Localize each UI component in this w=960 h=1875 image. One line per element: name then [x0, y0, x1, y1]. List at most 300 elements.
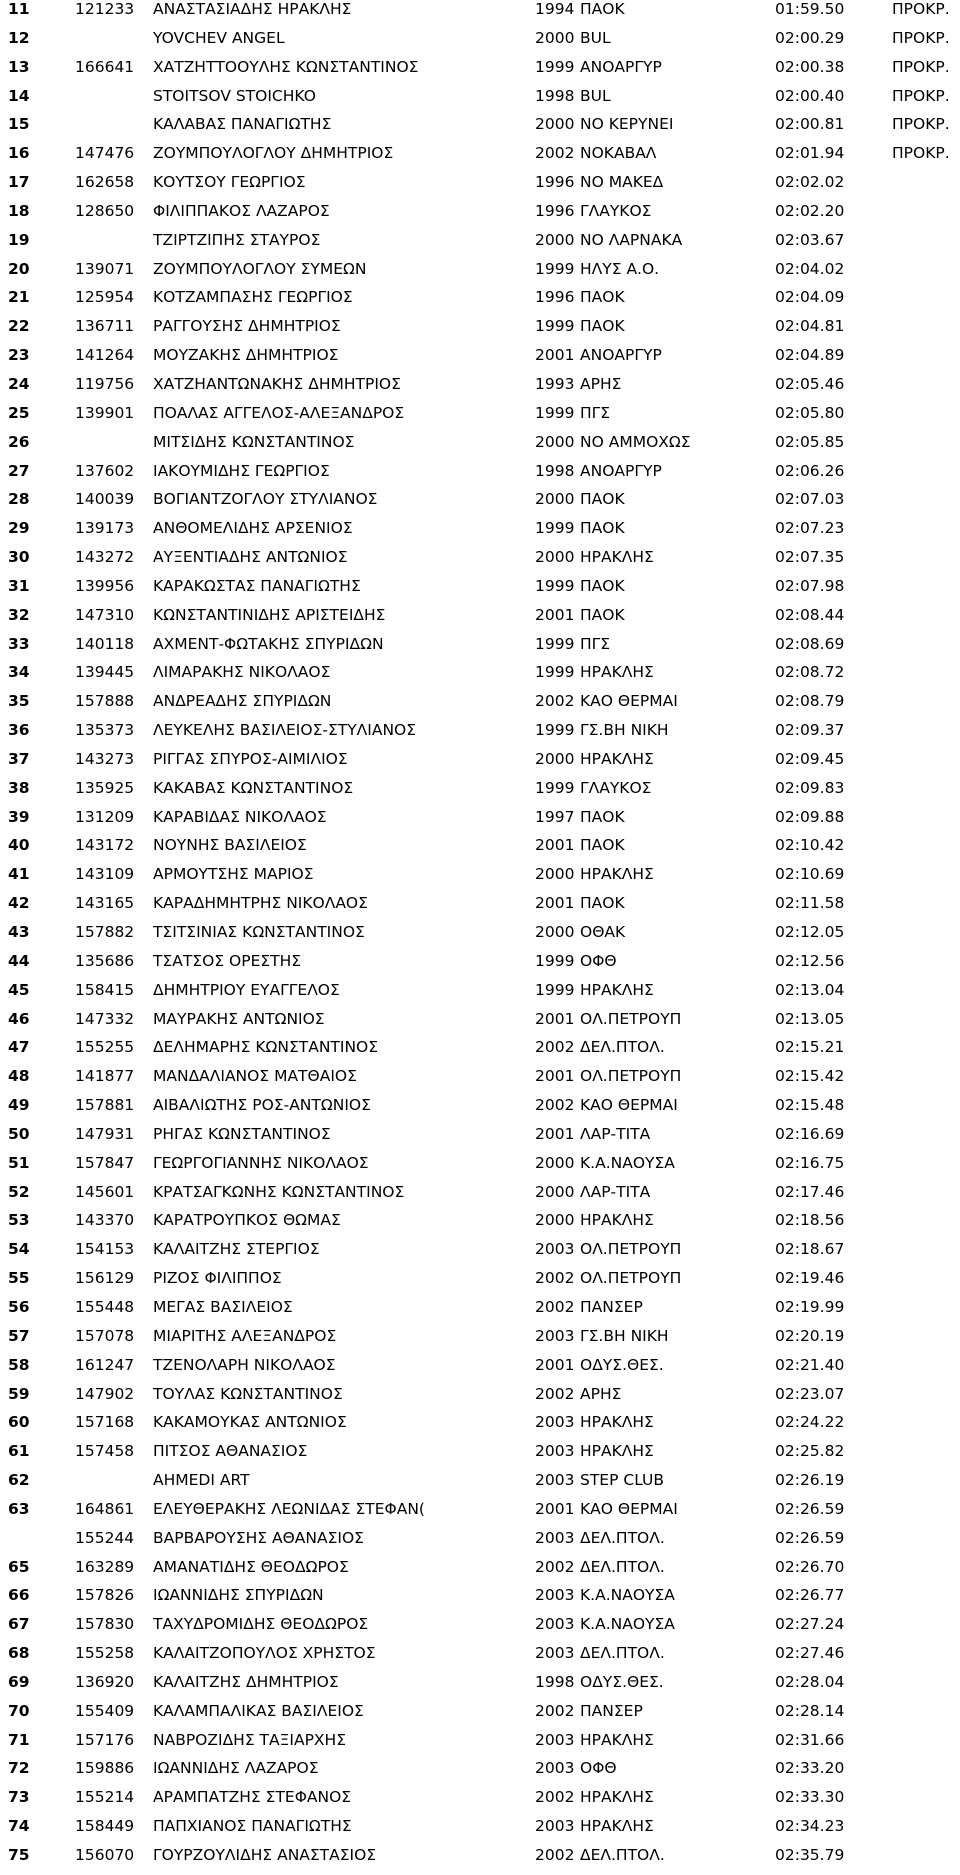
athlete-code-cell: 157176: [75, 1730, 135, 1749]
table-row: [0, 375, 960, 404]
athlete-name-cell: ΜΙΑΡΙΤΗΣ ΑΛΕΞΑΝΔΡΟΣ: [153, 1326, 337, 1345]
table-row: [0, 433, 960, 462]
table-row: [0, 173, 960, 202]
rank-cell: 39: [8, 807, 30, 826]
rank-cell: 17: [8, 173, 30, 192]
club-cell: ΠΑΟΚ: [580, 894, 625, 913]
birth-year-cell: 2001: [535, 605, 575, 624]
athlete-name-cell: ΦΙΛΙΠΠΑΚΟΣ ΛΑΖΑΡΟΣ: [153, 201, 330, 220]
time-cell: 02:26.70: [775, 1557, 845, 1576]
rank-cell: 16: [8, 144, 30, 163]
table-row: [0, 1615, 960, 1644]
club-cell: ΠΑΟΚ: [580, 288, 625, 307]
birth-year-cell: 2003: [535, 1615, 575, 1634]
athlete-name-cell: ΚΑΡΑΚΩΣΤΑΣ ΠΑΝΑΓΙΩΤΗΣ: [153, 576, 361, 595]
club-cell: ΗΡΑΚΛΗΣ: [580, 1442, 654, 1461]
rank-cell: 12: [8, 28, 30, 47]
table-row: [0, 1269, 960, 1298]
rank-cell: 27: [8, 461, 30, 480]
birth-year-cell: 1999: [535, 403, 575, 422]
time-cell: 02:26.77: [775, 1586, 845, 1605]
athlete-name-cell: ΑΧΜΕΝΤ-ΦΩΤΑΚΗΣ ΣΠΥΡΙΔΩΝ: [153, 634, 384, 653]
athlete-name-cell: STOITSOV STOICHKO: [153, 86, 316, 105]
club-cell: ΓΣ.ΒΗ ΝΙΚΗ: [580, 721, 669, 740]
birth-year-cell: 2001: [535, 346, 575, 365]
club-cell: ΔΕΛ.ΠΤΟΛ.: [580, 1528, 665, 1547]
athlete-code-cell: 162658: [75, 173, 135, 192]
athlete-name-cell: ΝΟΥΝΗΣ ΒΑΣΙΛΕΙΟΣ: [153, 836, 307, 855]
athlete-code-cell: 143165: [75, 894, 135, 913]
birth-year-cell: 2003: [535, 1442, 575, 1461]
athlete-code-cell: 119756: [75, 374, 135, 393]
athlete-name-cell: ΒΟΓΙΑΝΤΖΟΓΛΟΥ ΣΤΥΛΙΑΝΟΣ: [153, 490, 378, 509]
athlete-name-cell: ΚΟΥΤΣΟΥ ΓΕΩΡΓΙΟΣ: [153, 173, 306, 192]
athlete-code-cell: 121233: [75, 0, 135, 18]
rank-cell: 11: [8, 0, 30, 18]
club-cell: Κ.Α.ΝΑΟΥΣΑ: [580, 1586, 675, 1605]
time-cell: 02:08.69: [775, 634, 845, 653]
athlete-name-cell: ΤΣΑΤΣΟΣ ΟΡΕΣΤΗΣ: [153, 951, 302, 970]
birth-year-cell: 2001: [535, 894, 575, 913]
time-cell: 02:07.98: [775, 576, 845, 595]
rank-cell: 33: [8, 634, 30, 653]
athlete-code-cell: 155409: [75, 1701, 135, 1720]
time-cell: 02:04.02: [775, 259, 845, 278]
rank-cell: 14: [8, 86, 30, 105]
table-row: [0, 635, 960, 664]
rank-cell: 26: [8, 432, 30, 451]
birth-year-cell: 2001: [535, 1499, 575, 1518]
time-cell: 02:00.40: [775, 86, 845, 105]
time-cell: 02:33.30: [775, 1788, 845, 1807]
time-cell: 02:35.79: [775, 1846, 845, 1864]
table-row: [0, 346, 960, 375]
rank-cell: 42: [8, 894, 30, 913]
rank-cell: 20: [8, 259, 30, 278]
athlete-code-cell: 147476: [75, 144, 135, 163]
time-cell: 02:18.67: [775, 1240, 845, 1259]
time-cell: 02:20.19: [775, 1326, 845, 1345]
table-row: [0, 317, 960, 346]
table-row: [0, 1471, 960, 1500]
athlete-code-cell: 157847: [75, 1153, 135, 1172]
table-row: [0, 577, 960, 606]
athlete-code-cell: 158449: [75, 1817, 135, 1836]
time-cell: 02:15.21: [775, 1038, 845, 1057]
rank-cell: 40: [8, 836, 30, 855]
table-row: [0, 750, 960, 779]
athlete-name-cell: ΚΑΛΑΜΠΑΛΙΚΑΣ ΒΑΣΙΛΕΙΟΣ: [153, 1701, 364, 1720]
birth-year-cell: 1993: [535, 374, 575, 393]
time-cell: 02:26.59: [775, 1528, 845, 1547]
time-cell: 02:10.69: [775, 865, 845, 884]
athlete-name-cell: ΚΟΤΖΑΜΠΑΣΗΣ ΓΕΩΡΓΙΟΣ: [153, 288, 353, 307]
athlete-code-cell: 163289: [75, 1557, 135, 1576]
athlete-name-cell: ΡΙΓΓΑΣ ΣΠΥΡΟΣ-ΑΙΜΙΛΙΟΣ: [153, 749, 348, 768]
athlete-name-cell: ΚΩΝΣΤΑΝΤΙΝΙΔΗΣ ΑΡΙΣΤΕΙΔΗΣ: [153, 605, 386, 624]
athlete-name-cell: ΑΡΑΜΠΑΤΖΗΣ ΣΤΕΦΑΝΟΣ: [153, 1788, 352, 1807]
athlete-code-cell: 141877: [75, 1067, 135, 1086]
table-row: [0, 606, 960, 635]
rank-cell: 32: [8, 605, 30, 624]
athlete-name-cell: ΜΑΝΔΑΛΙΑΝΟΣ ΜΑΤΘΑΙΟΣ: [153, 1067, 357, 1086]
club-cell: ΓΛΑΥΚΟΣ: [580, 201, 652, 220]
athlete-name-cell: ΙΑΚΟΥΜΙΔΗΣ ΓΕΩΡΓΙΟΣ: [153, 461, 330, 480]
rank-cell: 70: [8, 1701, 30, 1720]
club-cell: Κ.Α.ΝΑΟΥΣΑ: [580, 1615, 675, 1634]
time-cell: 02:34.23: [775, 1817, 845, 1836]
club-cell: ΠΑΟΚ: [580, 807, 625, 826]
table-row: [0, 1413, 960, 1442]
time-cell: 02:04.89: [775, 346, 845, 365]
athlete-code-cell: 154153: [75, 1240, 135, 1259]
rank-cell: 25: [8, 403, 30, 422]
birth-year-cell: 2001: [535, 836, 575, 855]
athlete-name-cell: ΓΕΩΡΓΟΓΙΑΝΝΗΣ ΝΙΚΟΛΑΟΣ: [153, 1153, 369, 1172]
birth-year-cell: 1997: [535, 807, 575, 826]
table-row: [0, 1788, 960, 1817]
athlete-code-cell: 157830: [75, 1615, 135, 1634]
qualification-cell: ΠΡΟΚΡ.: [892, 57, 950, 76]
athlete-name-cell: ΚΑΛΑΙΤΖΗΣ ΣΤΕΡΓΙΟΣ: [153, 1240, 320, 1259]
athlete-name-cell: ΚΑΛΑΙΤΖΗΣ ΔΗΜΗΤΡΙΟΣ: [153, 1672, 339, 1691]
rank-cell: 37: [8, 749, 30, 768]
athlete-name-cell: ΖΟΥΜΠΟΥΛΟΓΛΟΥ ΔΗΜΗΤΡΙΟΣ: [153, 144, 394, 163]
club-cell: ΟΛ.ΠΕΤΡΟΥΠ: [580, 1269, 682, 1288]
club-cell: ΟΔΥΣ.ΘΕΣ.: [580, 1672, 664, 1691]
time-cell: 02:05.80: [775, 403, 845, 422]
table-row: [0, 1586, 960, 1615]
athlete-code-cell: 158415: [75, 980, 135, 999]
qualification-cell: ΠΡΟΚΡ.: [892, 28, 950, 47]
athlete-code-cell: 125954: [75, 288, 135, 307]
athlete-code-cell: 155244: [75, 1528, 135, 1547]
club-cell: ΠΑΟΚ: [580, 0, 625, 18]
qualification-cell: ΠΡΟΚΡ.: [892, 144, 950, 163]
birth-year-cell: 2003: [535, 1644, 575, 1663]
athlete-code-cell: 166641: [75, 57, 135, 76]
time-cell: 02:02.20: [775, 201, 845, 220]
rank-cell: 36: [8, 721, 30, 740]
time-cell: 02:31.66: [775, 1730, 845, 1749]
time-cell: 02:09.88: [775, 807, 845, 826]
club-cell: ΗΡΑΚΛΗΣ: [580, 1211, 654, 1230]
athlete-name-cell: ΜΙΤΣΙΔΗΣ ΚΩΝΣΤΑΝΤΙΝΟΣ: [153, 432, 355, 451]
club-cell: ΠΑΟΚ: [580, 317, 625, 336]
birth-year-cell: 2000: [535, 1182, 575, 1201]
athlete-code-cell: 161247: [75, 1355, 135, 1374]
time-cell: 02:04.09: [775, 288, 845, 307]
table-row: [0, 1067, 960, 1096]
athlete-code-cell: 143109: [75, 865, 135, 884]
athlete-name-cell: ΙΩΑΝΝΙΔΗΣ ΣΠΥΡΙΔΩΝ: [153, 1586, 324, 1605]
rank-cell: 53: [8, 1211, 30, 1230]
athlete-name-cell: ΤΖΙΡΤΖΙΠΗΣ ΣΤΑΥΡΟΣ: [153, 230, 321, 249]
table-row: [0, 115, 960, 144]
athlete-name-cell: ΠΟΑΛΑΣ ΑΓΓΕΛΟΣ-ΑΛΕΞΑΝΔΡΟΣ: [153, 403, 405, 422]
athlete-name-cell: ΔΗΜΗΤΡΙΟΥ ΕΥΑΓΓΕΛΟΣ: [153, 980, 340, 999]
table-row: [0, 981, 960, 1010]
rank-cell: 29: [8, 519, 30, 538]
athlete-code-cell: 131209: [75, 807, 135, 826]
birth-year-cell: 2002: [535, 1038, 575, 1057]
rank-cell: 46: [8, 1009, 30, 1028]
club-cell: ΠΓΣ: [580, 403, 611, 422]
table-row: [0, 1673, 960, 1702]
athlete-name-cell: ΡΑΓΓΟΥΣΗΣ ΔΗΜΗΤΡΙΟΣ: [153, 317, 341, 336]
time-cell: 02:26.59: [775, 1499, 845, 1518]
table-row: [0, 1846, 960, 1875]
time-cell: 02:04.81: [775, 317, 845, 336]
rank-cell: 61: [8, 1442, 30, 1461]
athlete-code-cell: 143273: [75, 749, 135, 768]
table-row: [0, 260, 960, 289]
athlete-name-cell: ΑΝΔΡΕΑΔΗΣ ΣΠΥΡΙΔΩΝ: [153, 692, 332, 711]
birth-year-cell: 2001: [535, 1355, 575, 1374]
birth-year-cell: 1998: [535, 461, 575, 480]
athlete-name-cell: ΚΡΑΤΣΑΓΚΩΝΗΣ ΚΩΝΣΤΑΝΤΙΝΟΣ: [153, 1182, 405, 1201]
athlete-code-cell: 139956: [75, 576, 135, 595]
athlete-code-cell: 157078: [75, 1326, 135, 1345]
birth-year-cell: 2002: [535, 1269, 575, 1288]
club-cell: ΗΡΑΚΛΗΣ: [580, 1413, 654, 1432]
rank-cell: 48: [8, 1067, 30, 1086]
athlete-name-cell: ΖΟΥΜΠΟΥΛΟΓΛΟΥ ΣΥΜΕΩΝ: [153, 259, 367, 278]
rank-cell: 56: [8, 1297, 30, 1316]
club-cell: ΔΕΛ.ΠΤΟΛ.: [580, 1846, 665, 1864]
birth-year-cell: 1998: [535, 86, 575, 105]
birth-year-cell: 2002: [535, 1701, 575, 1720]
table-row: [0, 0, 960, 29]
rank-cell: 13: [8, 57, 30, 76]
athlete-name-cell: ΚΑΚΑΒΑΣ ΚΩΝΣΤΑΝΤΙΝΟΣ: [153, 778, 354, 797]
time-cell: 02:26.19: [775, 1471, 845, 1490]
table-row: [0, 87, 960, 116]
table-row: [0, 1211, 960, 1240]
athlete-name-cell: ΜΕΓΑΣ ΒΑΣΙΛΕΙΟΣ: [153, 1297, 293, 1316]
time-cell: 02:18.56: [775, 1211, 845, 1230]
birth-year-cell: 2003: [535, 1326, 575, 1345]
athlete-code-cell: 156070: [75, 1846, 135, 1864]
table-row: [0, 1038, 960, 1067]
club-cell: ΟΛ.ΠΕΤΡΟΥΠ: [580, 1067, 682, 1086]
time-cell: 02:09.37: [775, 721, 845, 740]
athlete-code-cell: 128650: [75, 201, 135, 220]
club-cell: ΗΡΑΚΛΗΣ: [580, 980, 654, 999]
table-row: [0, 1558, 960, 1587]
rank-cell: 43: [8, 923, 30, 941]
club-cell: ΟΔΥΣ.ΘΕΣ.: [580, 1355, 664, 1374]
rank-cell: 55: [8, 1269, 30, 1288]
birth-year-cell: 2003: [535, 1730, 575, 1749]
rank-cell: 63: [8, 1499, 30, 1518]
club-cell: ΠΑΝΣΕΡ: [580, 1701, 643, 1720]
athlete-name-cell: ΑΡΜΟΥΤΣΗΣ ΜΑΡΙΟΣ: [153, 865, 314, 884]
club-cell: ΚΑΟ ΘΕΡΜΑΙ: [580, 1096, 678, 1115]
table-row: [0, 1240, 960, 1269]
birth-year-cell: 2002: [535, 692, 575, 711]
table-row: [0, 29, 960, 58]
birth-year-cell: 1999: [535, 980, 575, 999]
birth-year-cell: 2000: [535, 548, 575, 567]
club-cell: ΓΛΑΥΚΟΣ: [580, 778, 652, 797]
club-cell: ΛΑΡ-ΤΙΤΑ: [580, 1182, 651, 1201]
qualification-cell: ΠΡΟΚΡ.: [892, 115, 950, 134]
rank-cell: 67: [8, 1615, 30, 1634]
birth-year-cell: 1994: [535, 0, 575, 18]
athlete-name-cell: ΤΑΧΥΔΡΟΜΙΔΗΣ ΘΕΟΔΩΡΟΣ: [153, 1615, 369, 1634]
athlete-name-cell: ΑΝΑΣΤΑΣΙΑΔΗΣ ΗΡΑΚΛΗΣ: [153, 0, 352, 18]
time-cell: 02:13.04: [775, 980, 845, 999]
athlete-code-cell: 147310: [75, 605, 135, 624]
athlete-code-cell: 143272: [75, 548, 135, 567]
club-cell: ΑΝΟΑΡΓΥΡ: [580, 461, 662, 480]
time-cell: 02:13.05: [775, 1009, 845, 1028]
time-cell: 02:03.67: [775, 230, 845, 249]
athlete-code-cell: 156129: [75, 1269, 135, 1288]
athlete-name-cell: ΚΑΚΑΜΟΥΚΑΣ ΑΝΤΩΝΙΟΣ: [153, 1413, 347, 1432]
athlete-name-cell: ΕΛΕΥΘΕΡΑΚΗΣ ΛΕΩΝΙΔΑΣ ΣΤΕΦΑΝ(: [153, 1499, 425, 1518]
athlete-name-cell: ΠΑΠΧΙΑΝΟΣ ΠΑΝΑΓΙΩΤΗΣ: [153, 1817, 352, 1836]
table-row: [0, 1154, 960, 1183]
athlete-name-cell: YOVCHEV ANGEL: [153, 28, 285, 47]
birth-year-cell: 2000: [535, 432, 575, 451]
table-row: [0, 808, 960, 837]
table-row: [0, 1500, 960, 1529]
rank-cell: 75: [8, 1846, 30, 1864]
birth-year-cell: 2000: [535, 1211, 575, 1230]
time-cell: 02:07.03: [775, 490, 845, 509]
birth-year-cell: 1999: [535, 951, 575, 970]
club-cell: STEP CLUB: [580, 1471, 665, 1490]
rank-cell: 34: [8, 663, 30, 682]
rank-cell: 58: [8, 1355, 30, 1374]
birth-year-cell: 1999: [535, 663, 575, 682]
time-cell: 02:27.24: [775, 1615, 845, 1634]
rank-cell: 65: [8, 1557, 30, 1576]
athlete-name-cell: ΒΑΡΒΑΡΟΥΣΗΣ ΑΘΑΝΑΣΙΟΣ: [153, 1528, 364, 1547]
table-row: [0, 404, 960, 433]
birth-year-cell: 1999: [535, 317, 575, 336]
time-cell: 02:09.83: [775, 778, 845, 797]
rank-cell: 68: [8, 1644, 30, 1663]
birth-year-cell: 1999: [535, 519, 575, 538]
athlete-name-cell: ΔΕΛΗΜΑΡΗΣ ΚΩΝΣΤΑΝΤΙΝΟΣ: [153, 1038, 379, 1057]
athlete-name-cell: ΚΑΛΑΒΑΣ ΠΑΝΑΓΙΩΤΗΣ: [153, 115, 332, 134]
club-cell: ΚΑΟ ΘΕΡΜΑΙ: [580, 1499, 678, 1518]
athlete-name-cell: ΤΣΙΤΣΙΝΙΑΣ ΚΩΝΣΤΑΝΤΙΝΟΣ: [153, 923, 365, 941]
time-cell: 02:12.05: [775, 923, 845, 941]
athlete-name-cell: ΜΟΥΖΑΚΗΣ ΔΗΜΗΤΡΙΟΣ: [153, 346, 339, 365]
birth-year-cell: 2000: [535, 749, 575, 768]
time-cell: 02:05.46: [775, 374, 845, 393]
rank-cell: 74: [8, 1817, 30, 1836]
athlete-code-cell: 157826: [75, 1586, 135, 1605]
rank-cell: 21: [8, 288, 30, 307]
time-cell: 02:21.40: [775, 1355, 845, 1374]
birth-year-cell: 2003: [535, 1586, 575, 1605]
club-cell: ΗΡΑΚΛΗΣ: [580, 1730, 654, 1749]
birth-year-cell: 2001: [535, 1009, 575, 1028]
table-row: [0, 1702, 960, 1731]
birth-year-cell: 2002: [535, 1096, 575, 1115]
birth-year-cell: 1999: [535, 721, 575, 740]
athlete-name-cell: ΚΑΡΑΒΙΔΑΣ ΝΙΚΟΛΑΟΣ: [153, 807, 327, 826]
time-cell: 02:00.81: [775, 115, 845, 134]
table-row: [0, 1529, 960, 1558]
time-cell: 02:25.82: [775, 1442, 845, 1461]
time-cell: 02:16.75: [775, 1153, 845, 1172]
club-cell: ΝΟ ΜΑΚΕΔ: [580, 173, 664, 192]
club-cell: ΠΑΟΚ: [580, 836, 625, 855]
table-row: [0, 1010, 960, 1039]
rank-cell: 57: [8, 1326, 30, 1345]
club-cell: ΝΟ ΑΜΜΟΧΩΣ: [580, 432, 691, 451]
athlete-name-cell: ΤΟΥΛΑΣ ΚΩΝΣΤΑΝΤΙΝΟΣ: [153, 1384, 343, 1403]
time-cell: 02:28.04: [775, 1672, 845, 1691]
birth-year-cell: 2003: [535, 1240, 575, 1259]
athlete-name-cell: ΧΑΤΖΗΤΤΟΟΥΛΗΣ ΚΩΝΣΤΑΝΤΙΝΟΣ: [153, 57, 419, 76]
rank-cell: 19: [8, 230, 30, 249]
time-cell: 02:07.35: [775, 548, 845, 567]
rank-cell: 22: [8, 317, 30, 336]
athlete-code-cell: 143370: [75, 1211, 135, 1230]
club-cell: ΗΡΑΚΛΗΣ: [580, 1788, 654, 1807]
athlete-name-cell: ΝΑΒΡΟΖΙΔΗΣ ΤΑΞΙΑΡΧΗΣ: [153, 1730, 347, 1749]
rank-cell: 72: [8, 1759, 30, 1778]
athlete-code-cell: 139173: [75, 519, 135, 538]
club-cell: ΗΡΑΚΛΗΣ: [580, 1817, 654, 1836]
athlete-name-cell: ΑΙΒΑΛΙΩΤΗΣ ΡΟΣ-ΑΝΤΩΝΙΟΣ: [153, 1096, 371, 1115]
athlete-name-cell: ΚΑΡΑΔΗΜΗΤΡΗΣ ΝΙΚΟΛΑΟΣ: [153, 894, 368, 913]
athlete-name-cell: ΧΑΤΖΗΑΝΤΩΝΑΚΗΣ ΔΗΜΗΤΡΙΟΣ: [153, 374, 401, 393]
birth-year-cell: 2003: [535, 1471, 575, 1490]
athlete-code-cell: 139901: [75, 403, 135, 422]
athlete-name-cell: ΚΑΡΑΤΡΟΥΠΚΟΣ ΘΩΜΑΣ: [153, 1211, 341, 1230]
birth-year-cell: 2000: [535, 115, 575, 134]
athlete-name-cell: ΤΖΕΝΟΛΑΡΗ ΝΙΚΟΛΑΟΣ: [153, 1355, 336, 1374]
time-cell: 01:59.50: [775, 0, 845, 18]
birth-year-cell: 2002: [535, 1384, 575, 1403]
athlete-code-cell: 155214: [75, 1788, 135, 1807]
athlete-code-cell: 137602: [75, 461, 135, 480]
rank-cell: 59: [8, 1384, 30, 1403]
club-cell: ΠΑΟΚ: [580, 490, 625, 509]
club-cell: ΟΘΑΚ: [580, 923, 626, 941]
birth-year-cell: 1996: [535, 288, 575, 307]
table-row: [0, 1731, 960, 1760]
table-row: [0, 58, 960, 87]
athlete-code-cell: 157882: [75, 923, 135, 941]
table-row: [0, 692, 960, 721]
rank-cell: 62: [8, 1471, 30, 1490]
time-cell: 02:12.56: [775, 951, 845, 970]
athlete-code-cell: 139071: [75, 259, 135, 278]
table-row: [0, 952, 960, 981]
club-cell: ΔΕΛ.ΠΤΟΛ.: [580, 1557, 665, 1576]
table-row: [0, 1385, 960, 1414]
club-cell: ΑΡΗΣ: [580, 1384, 622, 1403]
athlete-name-cell: ΙΩΑΝΝΙΔΗΣ ΛΑΖΑΡΟΣ: [153, 1759, 319, 1778]
birth-year-cell: 1999: [535, 259, 575, 278]
club-cell: ΠΑΟΚ: [580, 519, 625, 538]
birth-year-cell: 2003: [535, 1528, 575, 1547]
table-row: [0, 663, 960, 692]
athlete-code-cell: 135925: [75, 778, 135, 797]
rank-cell: 71: [8, 1730, 30, 1749]
club-cell: ΟΛ.ΠΕΤΡΟΥΠ: [580, 1240, 682, 1259]
time-cell: 02:05.85: [775, 432, 845, 451]
